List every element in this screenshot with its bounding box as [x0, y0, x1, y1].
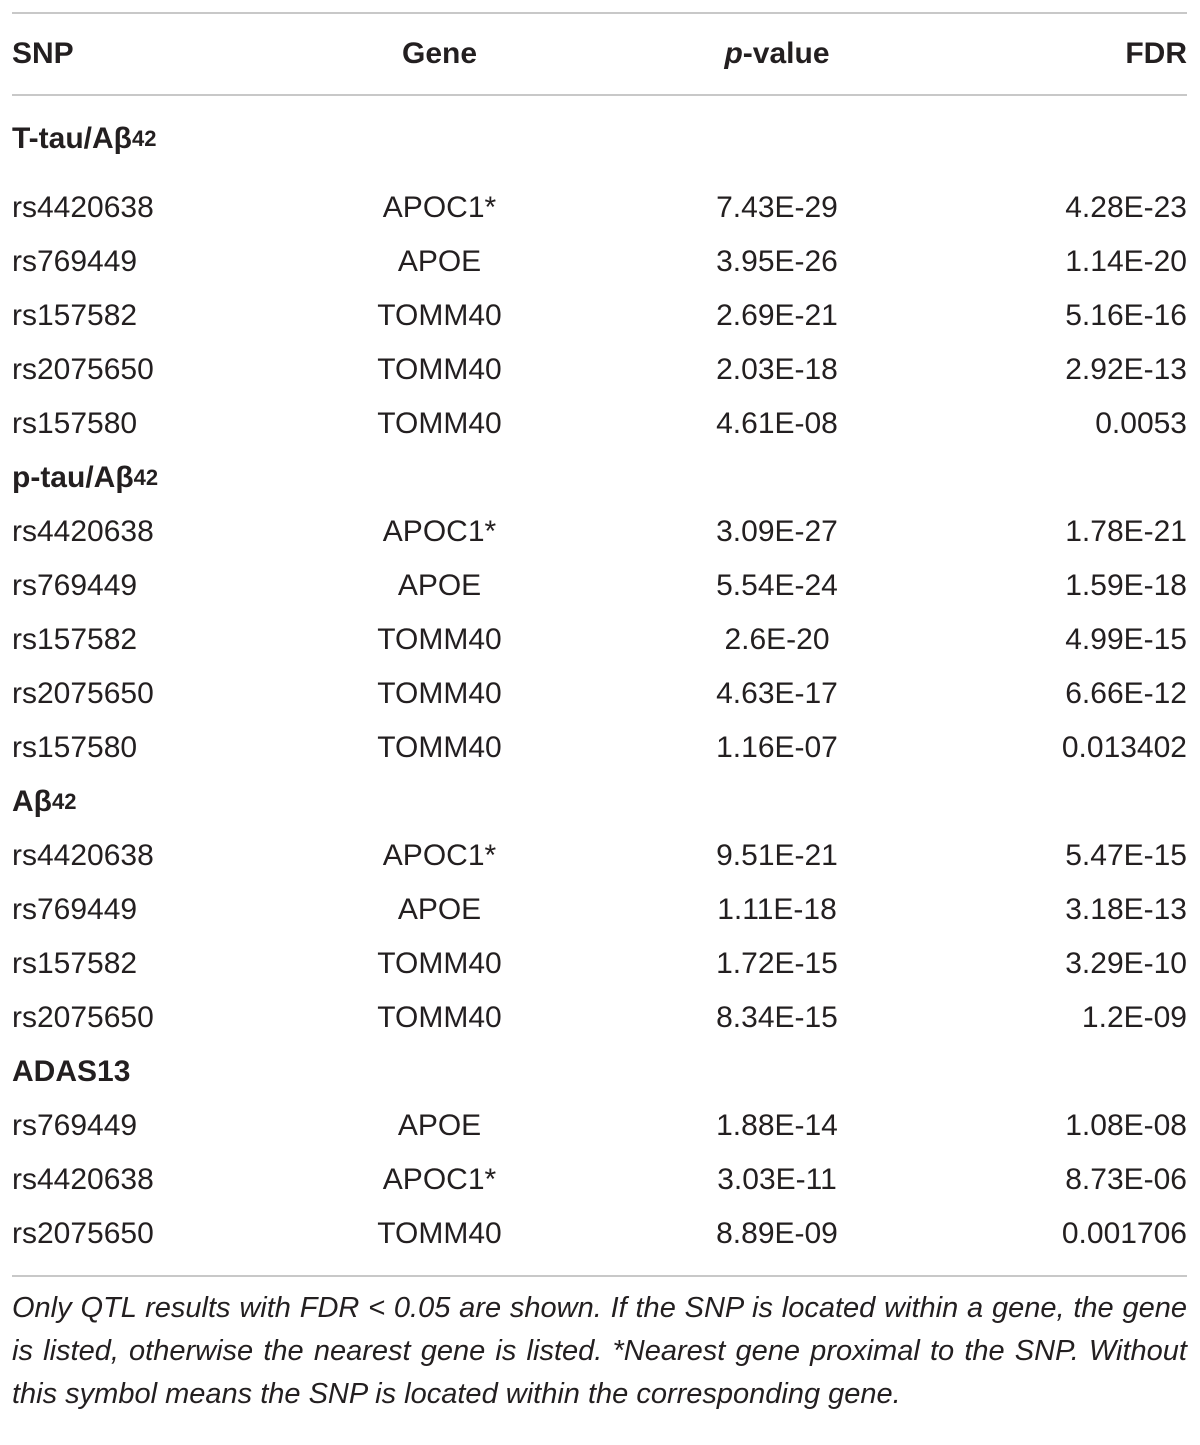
cell-p-value: 3.09E-27	[716, 515, 838, 548]
cell-gene: TOMM40	[377, 407, 502, 440]
table-row	[12, 1207, 1187, 1261]
cell-gene: APOC1*	[382, 1163, 497, 1196]
table-row	[12, 613, 1187, 667]
section-label: p-tau/Aβ	[12, 461, 134, 494]
table-row	[12, 1099, 1187, 1153]
cell-fdr: 5.47E-15	[1065, 839, 1187, 872]
cell-fdr: 4.99E-15	[1065, 623, 1187, 656]
cell-snp: rs2075650	[12, 677, 154, 710]
cell-p-value: 5.54E-24	[716, 569, 838, 602]
table-row	[12, 721, 1187, 775]
cell-fdr: 6.66E-12	[1065, 677, 1187, 710]
cell-snp: rs157580	[12, 731, 138, 764]
cell-fdr: 2.92E-13	[1065, 353, 1187, 386]
cell-gene: APOC1*	[382, 839, 497, 872]
cell-fdr: 1.78E-21	[1065, 515, 1187, 548]
table-row	[12, 505, 1187, 559]
cell-gene: TOMM40	[377, 1001, 502, 1034]
section-label-subscript: 42	[133, 465, 159, 490]
cell-p-value: 1.72E-15	[716, 947, 838, 980]
section-heading	[12, 451, 1187, 505]
cell-gene: TOMM40	[377, 353, 502, 386]
header-fdr: FDR	[1125, 37, 1187, 70]
table-body	[12, 96, 1187, 1261]
cell-p-value: 1.88E-14	[716, 1109, 838, 1142]
cell-snp: rs4420638	[12, 839, 154, 872]
cell-snp: rs769449	[12, 893, 138, 926]
cell-p-value: 9.51E-21	[716, 839, 838, 872]
cell-fdr: 0.001706	[1061, 1217, 1187, 1250]
section-label: ADAS13	[12, 1055, 131, 1088]
section-label: T-tau/Aβ	[12, 121, 132, 155]
cell-snp: rs157582	[12, 623, 138, 656]
results-table	[12, 12, 1187, 1416]
table-row	[12, 991, 1187, 1045]
cell-fdr: 8.73E-06	[1065, 1163, 1187, 1196]
section-heading	[12, 96, 1187, 181]
section-label-subscript: 42	[131, 125, 157, 151]
table-row	[12, 1153, 1187, 1207]
cell-fdr: 1.59E-18	[1065, 569, 1187, 602]
bottom-rule	[12, 1275, 1187, 1277]
table-row	[12, 937, 1187, 991]
table-row	[12, 181, 1187, 235]
cell-gene: TOMM40	[377, 623, 502, 656]
header-p-value	[567, 37, 987, 71]
header-snp: SNP	[12, 37, 74, 70]
cell-p-value: 2.69E-21	[716, 299, 838, 332]
cell-p-value: 8.89E-09	[716, 1217, 838, 1250]
cell-fdr: 4.28E-23	[1065, 191, 1187, 224]
section-label: Aβ	[12, 785, 52, 818]
header-p-rest: -value	[742, 37, 830, 70]
table-row	[12, 829, 1187, 883]
cell-snp: rs2075650	[12, 1001, 154, 1034]
cell-snp: rs4420638	[12, 191, 154, 224]
cell-snp: rs4420638	[12, 1163, 154, 1196]
cell-p-value: 3.95E-26	[716, 245, 838, 278]
cell-p-value: 8.34E-15	[716, 1001, 838, 1034]
cell-gene: APOE	[397, 1109, 482, 1142]
cell-gene: APOC1*	[382, 191, 497, 224]
cell-snp: rs157580	[12, 407, 138, 440]
cell-p-value: 4.61E-08	[716, 407, 838, 440]
cell-snp: rs2075650	[12, 353, 154, 386]
cell-fdr: 5.16E-16	[1065, 299, 1187, 332]
cell-gene: APOE	[397, 893, 482, 926]
table-row	[12, 289, 1187, 343]
cell-gene: TOMM40	[377, 731, 502, 764]
cell-fdr: 1.08E-08	[1065, 1109, 1187, 1142]
cell-p-value: 1.11E-18	[717, 893, 837, 926]
cell-p-value: 4.63E-17	[716, 677, 838, 710]
table-row	[12, 667, 1187, 721]
header-p-italic: p	[724, 37, 743, 70]
table-row	[12, 235, 1187, 289]
cell-fdr: 0.0053	[1095, 407, 1187, 440]
section-heading	[12, 775, 1187, 829]
cell-fdr: 3.18E-13	[1065, 893, 1187, 926]
cell-gene: APOE	[397, 245, 482, 278]
cell-snp: rs769449	[12, 245, 138, 278]
cell-snp: rs157582	[12, 947, 138, 980]
cell-gene: TOMM40	[377, 677, 502, 710]
table-row	[12, 397, 1187, 451]
cell-snp: rs769449	[12, 1109, 138, 1142]
cell-snp: rs157582	[12, 299, 138, 332]
cell-p-value: 7.43E-29	[716, 191, 838, 224]
table-footnote: Only QTL results with FDR < 0.05 are shown. If the SNP is located within a gene, the gene is listed, otherwise the nearest gene is listed. *Nearest gene proximal to the SNP. Without this symbol means the SNP is located within the corresponding gene.	[12, 1292, 1187, 1410]
cell-gene: APOE	[397, 569, 482, 602]
cell-fdr: 0.013402	[1061, 731, 1187, 764]
cell-p-value: 3.03E-11	[717, 1163, 837, 1196]
cell-gene: TOMM40	[377, 299, 502, 332]
table-header	[12, 14, 1187, 96]
section-heading	[12, 1045, 1187, 1099]
cell-fdr: 1.2E-09	[1081, 1001, 1187, 1034]
header-gene: Gene	[401, 37, 478, 70]
cell-p-value: 2.6E-20	[724, 623, 830, 656]
cell-fdr: 3.29E-10	[1065, 947, 1187, 980]
cell-snp: rs4420638	[12, 515, 154, 548]
cell-p-value: 1.16E-07	[716, 731, 838, 764]
cell-fdr: 1.14E-20	[1065, 245, 1187, 278]
table-row	[12, 883, 1187, 937]
cell-snp: rs2075650	[12, 1217, 154, 1250]
table-row	[12, 559, 1187, 613]
cell-gene: TOMM40	[377, 1217, 502, 1250]
cell-p-value: 2.03E-18	[716, 353, 838, 386]
section-label-subscript: 42	[51, 789, 77, 814]
cell-snp: rs769449	[12, 569, 138, 602]
table-row	[12, 343, 1187, 397]
cell-gene: TOMM40	[377, 947, 502, 980]
cell-gene: APOC1*	[382, 515, 497, 548]
